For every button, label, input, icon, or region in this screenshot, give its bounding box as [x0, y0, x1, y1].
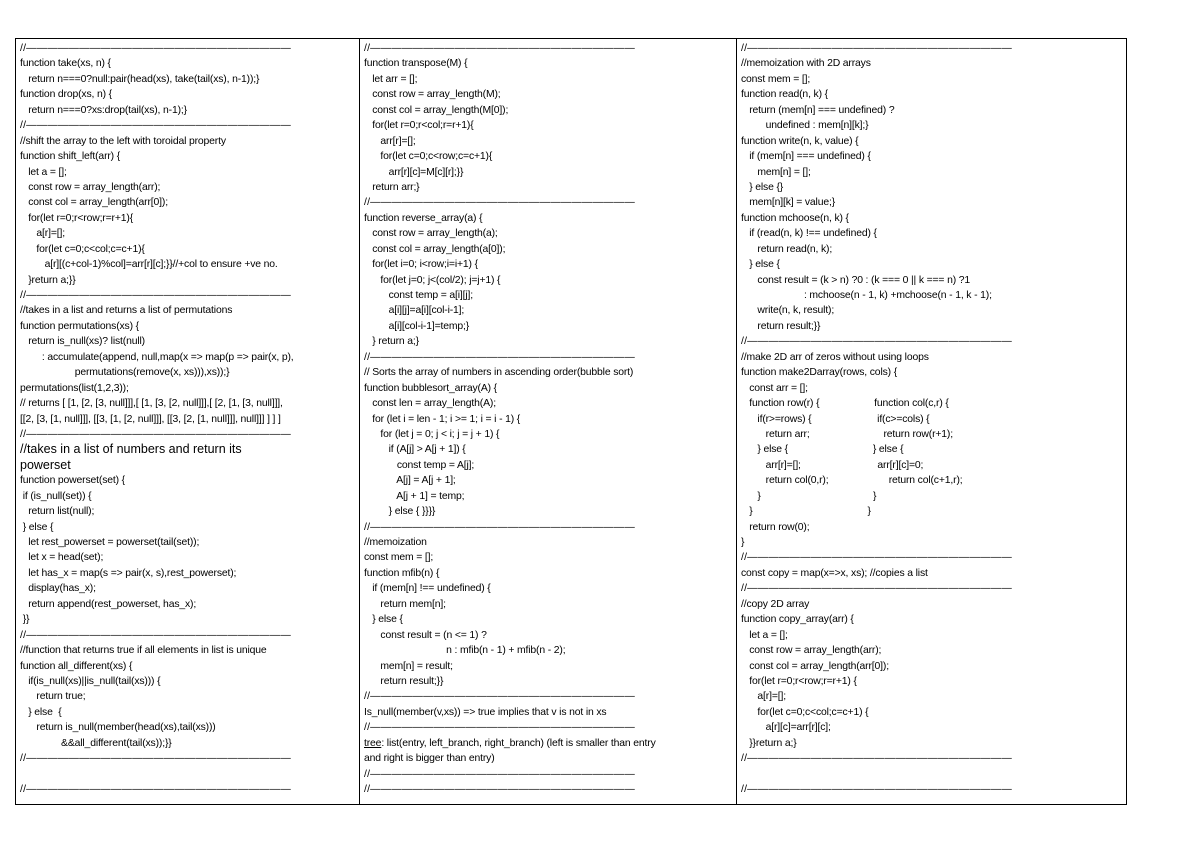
code-line: const len = array_length(A);: [364, 398, 496, 410]
separator-line: //—————————————————————————: [741, 336, 1012, 348]
code-line: a[r][(c+col-1)%col]=arr[r][c];}}//+col to ensure +ve no.: [20, 259, 278, 271]
code-line: const arr = [];: [741, 382, 808, 394]
code-line: //shift the array to the left with toroidal property: [20, 135, 226, 147]
code-line: arr[r][c]=M[c][r];}}: [364, 166, 464, 178]
separator-line: //—————————————————————————: [741, 583, 1012, 595]
code-line: const col = array_length(arr[0]);: [741, 660, 889, 672]
code-line: return arr; return row(r+1);: [741, 428, 953, 440]
code-line: const row = array_length(M);: [364, 89, 501, 101]
code-line: function reverse_array(a) {: [364, 212, 483, 224]
code-line: for(let c=0;c<col;c=c+1){: [20, 243, 145, 255]
code-line: if (A[j] > A[j + 1]) {: [364, 444, 466, 456]
code-line: function mchoose(n, k) {: [741, 212, 849, 224]
code-line: //make 2D arr of zeros without using loops: [741, 351, 929, 363]
code-line: a[i][j]=a[i][col-i-1];: [364, 305, 465, 317]
code-line: function read(n, k) {: [741, 89, 828, 101]
code-line: const row = array_length(arr);: [741, 645, 882, 657]
code-line: const col = array_length(M[0]);: [364, 104, 509, 116]
code-line: return true;: [20, 691, 86, 703]
column-2: [360, 39, 737, 804]
code-line: let x = head(set);: [20, 552, 104, 564]
code-line: for(let r=0;r<col;r=r+1){: [364, 120, 474, 132]
code-line: function shift_left(arr) {: [20, 151, 121, 163]
code-line: n : mfib(n - 1) + mfib(n - 2);: [364, 645, 566, 657]
code-line: mem[n] = [];: [741, 166, 811, 178]
separator-line: //—————————————————————————: [364, 351, 635, 363]
code-line: return arr;}: [364, 181, 420, 193]
column-3: [737, 39, 1126, 804]
code-line: function row(r) { function col(c,r) {: [741, 398, 949, 410]
code-line: } else {}: [741, 181, 784, 193]
separator-line: //—————————————————————————: [20, 428, 291, 440]
code-line: if(r>=rows) { if(c>=cols) {: [741, 413, 930, 425]
code-line: mem[n] = result;: [364, 660, 453, 672]
code-line: return list(null);: [20, 506, 95, 518]
code-line: } else { } else {: [741, 444, 904, 456]
code-line: }}: [20, 614, 30, 626]
code-line: function transpose(M) {: [364, 58, 468, 70]
separator-line: //—————————————————————————: [20, 120, 291, 132]
code-line: a[i][col-i-1]=temp;}: [364, 320, 470, 332]
code-line: return (mem[n] === undefined) ?: [741, 104, 895, 116]
code-line: return n===0?xs:drop(tail(xs), n-1);}: [20, 104, 187, 116]
code-line: a[r]=[];: [741, 691, 786, 703]
code-line: // returns [ [1, [2, [3, null]]],[ [1, [3, [2, null]]],[ [2, [1, [3, null]]],: [20, 398, 283, 410]
code-line: const result = (n <= 1) ?: [364, 629, 487, 641]
code-line: function drop(xs, n) {: [20, 89, 112, 101]
code-line: for (let j = 0; j < i; j = j + 1) {: [364, 428, 500, 440]
code-line: for(let c=0;c<col;c=c+1) {: [741, 706, 869, 718]
code-line: function take(xs, n) {: [20, 58, 111, 70]
code-line: : mchoose(n - 1, k) +mchoose(n - 1, k - 1);: [741, 290, 992, 301]
code-line: const temp = a[i][j];: [364, 290, 473, 301]
code-line: [[2, [3, [1, null]]], [[3, [1, [2, null]]], [[3, [2, [1, null]]], null]]] ] ] ]: [20, 413, 281, 425]
code-line: //takes in a list and returns a list of permutations: [20, 305, 233, 317]
code-line: //copy 2D array: [741, 598, 810, 610]
code-line: if(is_null(xs)||is_null(tail(xs))) {: [20, 675, 161, 687]
code-line: } else {: [364, 614, 403, 626]
code-line: function copy_array(arr) {: [741, 614, 854, 626]
code-line: function all_different(xs) {: [20, 660, 133, 672]
code-line: arr[r]=[]; arr[r][c]=0;: [741, 459, 924, 471]
code-line: return is_null(member(head(xs),tail(xs))): [20, 722, 216, 734]
code-line: if (mem[n] === undefined) {: [741, 151, 871, 163]
code-line: return append(rest_powerset, has_x);: [20, 598, 197, 610]
separator-line: //—————————————————————————: [741, 784, 1012, 795]
code-line: if (read(n, k) !== undefined) {: [741, 228, 877, 240]
column-1: [16, 39, 360, 804]
code-line: } return a;}: [364, 336, 419, 348]
separator-line: //—————————————————————————: [364, 722, 635, 734]
code-line: &&all_different(tail(xs));}}: [20, 737, 172, 749]
code-line: and right is bigger than entry): [364, 753, 495, 765]
code-line: const col = array_length(arr[0]);: [20, 197, 168, 209]
code-line: } }: [741, 506, 871, 518]
code-line: mem[n][k] = value;}: [741, 197, 836, 209]
code-line: : accumulate(append, null,map(x => map(p => pair(x, p),: [20, 351, 294, 363]
code-line: const row = array_length(arr);: [20, 181, 161, 193]
separator-line: //—————————————————————————: [364, 691, 635, 703]
code-line: }: [741, 537, 745, 548]
code-line: Is_null(member(v,xs)) => true implies that v is not in xs: [364, 706, 607, 718]
code-line: return is_null(xs)? list(null): [20, 336, 145, 348]
tree-term: tree: [364, 737, 382, 749]
code-line: for(let r=0;r<row;r=r+1) {: [741, 675, 857, 687]
code-line: if (is_null(set)) {: [20, 490, 92, 502]
code-line: let arr = [];: [364, 73, 418, 85]
code-line: } }: [741, 490, 877, 502]
separator-line: //—————————————————————————: [741, 552, 1012, 564]
code-line: return result;}}: [364, 675, 444, 687]
code-line: //memoization with 2D arrays: [741, 58, 871, 70]
code-line: }return a;}}: [20, 274, 76, 286]
code-line: let has_x = map(s => pair(x, s),rest_powerset);: [20, 567, 237, 579]
code-line: if (mem[n] !== undefined) {: [364, 583, 491, 595]
code-line: return result;}}: [741, 320, 821, 332]
code-line: function mfib(n) {: [364, 567, 440, 579]
code-line: let rest_powerset = powerset(tail(set));: [20, 537, 200, 548]
code-line: } else { }}}}: [364, 506, 436, 518]
code-line: } else {: [20, 521, 54, 533]
code-line: return col(0,r); return col(c+1,r);: [741, 475, 963, 487]
code-line: powerset: [20, 457, 71, 472]
separator-line: //—————————————————————————: [20, 43, 291, 54]
code-line: arr[r]=[];: [364, 135, 416, 147]
separator-line: //—————————————————————————: [364, 784, 635, 795]
code-line: function powerset(set) {: [20, 475, 125, 487]
separator-line: //—————————————————————————: [20, 290, 291, 301]
code-line: function make2Darray(rows, cols) {: [741, 367, 898, 379]
code-line: //function that returns true if all elements in list is unique: [20, 645, 267, 657]
code-line: for(let j=0; j<(col/2); j=j+1) {: [364, 274, 501, 286]
separator-line: //—————————————————————————: [20, 784, 291, 795]
code-line: //memoization: [364, 537, 427, 548]
separator-line: //—————————————————————————: [20, 629, 291, 641]
code-line: permutations(remove(x, xs))),xs));}: [20, 367, 230, 379]
cheat-sheet: [15, 38, 1127, 805]
code-line: for(let i=0; i<row;i=i+1) {: [364, 259, 478, 271]
code-line: A[j + 1] = temp;: [364, 490, 465, 502]
code-line: const result = (k > n) ?0 : (k === 0 || k === n) ?1: [741, 274, 971, 286]
separator-line: //—————————————————————————: [364, 768, 635, 780]
code-line: }}return a;}: [741, 737, 797, 749]
separator-line: //—————————————————————————: [364, 43, 635, 54]
code-line: write(n, k, result);: [741, 305, 835, 317]
separator-line: //—————————————————————————: [741, 43, 1012, 54]
code-line: return row(0);: [741, 521, 810, 533]
code-line: undefined : mem[n][k];}: [741, 120, 869, 132]
code-line: return read(n, k);: [741, 243, 833, 255]
code-line: function write(n, k, value) {: [741, 135, 859, 147]
code-line: tree: list(entry, left_branch, right_branch) (left is smaller than entry: [364, 737, 656, 749]
code-line: for(let c=0;c<row;c=c+1){: [364, 151, 493, 163]
code-line: [20, 767, 355, 782]
separator-line: //—————————————————————————: [364, 521, 635, 533]
code-line: for (let i = len - 1; i >= 1; i = i - 1) {: [364, 413, 521, 425]
separator-line: //—————————————————————————: [364, 197, 635, 209]
code-line: a[r][c]=arr[r][c];: [741, 722, 831, 734]
code-line: a[r]=[];: [20, 228, 65, 240]
code-line: for(let r=0;r<row;r=r+1){: [20, 212, 134, 224]
code-line: const temp = A[j];: [364, 459, 475, 471]
code-line: permutations(list(1,2,3));: [20, 382, 129, 394]
code-line: const row = array_length(a);: [364, 228, 498, 240]
code-line: // Sorts the array of numbers in ascending order(bubble sort): [364, 367, 634, 379]
code-line: const col = array_length(a[0]);: [364, 243, 506, 255]
code-line: //takes in a list of numbers and return its: [20, 442, 242, 457]
code-line: A[j] = A[j + 1];: [364, 475, 456, 487]
code-line: let a = [];: [20, 166, 67, 178]
code-line: const copy = map(x=>x, xs); //copies a list: [741, 567, 928, 579]
code-line: [741, 767, 1122, 782]
code-line: const mem = [];: [741, 73, 811, 85]
code-line: } else {: [20, 706, 62, 718]
code-line: let a = [];: [741, 629, 788, 641]
code-line: } else {: [741, 259, 780, 271]
separator-line: //—————————————————————————: [741, 753, 1012, 765]
code-line: function bubblesort_array(A) {: [364, 382, 497, 394]
code-line: return n===0?null:pair(head(xs), take(tail(xs), n-1));}: [20, 73, 260, 85]
code-line: const mem = [];: [364, 552, 434, 564]
code-line: display(has_x);: [20, 583, 96, 595]
separator-line: //—————————————————————————: [20, 753, 291, 765]
code-line: return mem[n];: [364, 598, 446, 610]
code-line: function permutations(xs) {: [20, 320, 139, 332]
